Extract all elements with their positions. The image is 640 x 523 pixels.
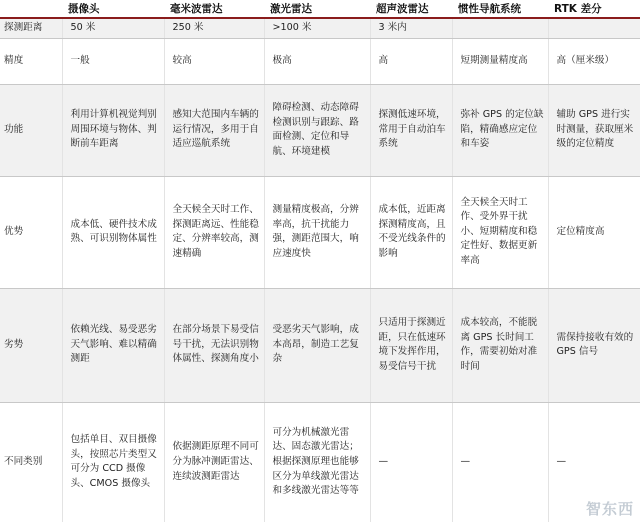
table-cell: 在部分场景下易受信号干扰，无法识别物体属性、探测角度小 (164, 288, 264, 402)
table-cell: 辅助 GPS 进行实时测量，获取厘米级的定位精度 (548, 84, 640, 176)
table-cell: 全天候全天时工作、受外界干扰小、短期精度和稳定性好、数据更新率高 (452, 176, 548, 288)
header-camera: 摄像头 (62, 0, 164, 18)
header-mmwave-radar: 毫米波雷达 (164, 0, 264, 18)
table-cell: 短期测量精度高 (452, 38, 548, 84)
table-cell: 3 米内 (370, 18, 452, 38)
row-label-range: 探测距离 (0, 18, 62, 38)
table-cell: 成本低，近距离探测精度高，且不受光线条件的影响 (370, 176, 452, 288)
row-label-accuracy: 精度 (0, 38, 62, 84)
table-cell: 较高 (164, 38, 264, 84)
table-cell: 探测低速环境，常用于自动泊车系统 (370, 84, 452, 176)
table-cell: 50 米 (62, 18, 164, 38)
table-cell: 成本低、硬件技术成熟、可识别物体属性 (62, 176, 164, 288)
table-cell: 定位精度高 (548, 176, 640, 288)
row-label-categories: 不同类别 (0, 402, 62, 522)
table-cell: 测量精度极高，分辨率高，抗干扰能力强，测距范围大，响应速度快 (264, 176, 370, 288)
table-cell: 高 (370, 38, 452, 84)
watermark-logo: 智东西 (585, 500, 634, 518)
header-ultrasonic-radar: 超声波雷达 (370, 0, 452, 18)
table-cell: 需保持接收有效的 GPS 信号 (548, 288, 640, 402)
header-rtk: RTK 差分 (548, 0, 640, 18)
table-cell: 全天候全天时工作、探测距离远、性能稳定、分辨率较高，测速精确 (164, 176, 264, 288)
table-row (0, 402, 640, 522)
table-cell: 受恶劣天气影响，成本高昂，制造工艺复杂 (264, 288, 370, 402)
row-label-disadvantages: 劣势 (0, 288, 62, 402)
table-cell: 250 米 (164, 18, 264, 38)
table-cell: 包括单目、双目摄像头，按照芯片类型又可分为 CCD 摄像头、CMOS 摄像头 (62, 402, 164, 522)
table-cell (452, 18, 548, 38)
table-row (0, 288, 640, 402)
table-cell: 障碍检测、动态障碍检测识别与跟踪、路面检测、定位和导航、环境建模 (264, 84, 370, 176)
table-cell: 高（厘米级） (548, 38, 640, 84)
header-lidar: 激光雷达 (264, 0, 370, 18)
table-cell: 可分为机械激光雷达、固态激光雷达；根据探测原理也能够区分为单线激光雷达和多线激光雷达等等 (264, 402, 370, 522)
table-row (0, 84, 640, 176)
table-row (0, 18, 640, 38)
table-cell: 成本较高，不能脱离 GPS 长时间工作，需要初始对准时间 (452, 288, 548, 402)
table-cell: 依据测距原理不同可分为脉冲测距雷达、连续波测距雷达 (164, 402, 264, 522)
table-cell: 利用计算机视觉判别周围环境与物体、判断前车距离 (62, 84, 164, 176)
table-row (0, 38, 640, 84)
header-corner (0, 0, 62, 18)
table-row (0, 176, 640, 288)
table-cell: — (548, 402, 640, 522)
table-cell: — (370, 402, 452, 522)
header-inertial-navigation: 惯性导航系统 (452, 0, 548, 18)
table-cell (548, 18, 640, 38)
table-cell: 一般 (62, 38, 164, 84)
table-cell: 感知大范围内车辆的运行情况，多用于自适应巡航系统 (164, 84, 264, 176)
table-cell: 只适用于探测近距，只在低速环境下发挥作用，易受信号干扰 (370, 288, 452, 402)
table-cell: — (452, 402, 548, 522)
table-cell: 依赖光线、易受恶劣天气影响、难以精确测距 (62, 288, 164, 402)
table-cell: 弥补 GPS 的定位缺陷，精确感应定位和车姿 (452, 84, 548, 176)
row-label-function: 功能 (0, 84, 62, 176)
table-cell: >100 米 (264, 18, 370, 38)
row-label-advantages: 优势 (0, 176, 62, 288)
header-row (0, 0, 640, 18)
table-cell: 极高 (264, 38, 370, 84)
